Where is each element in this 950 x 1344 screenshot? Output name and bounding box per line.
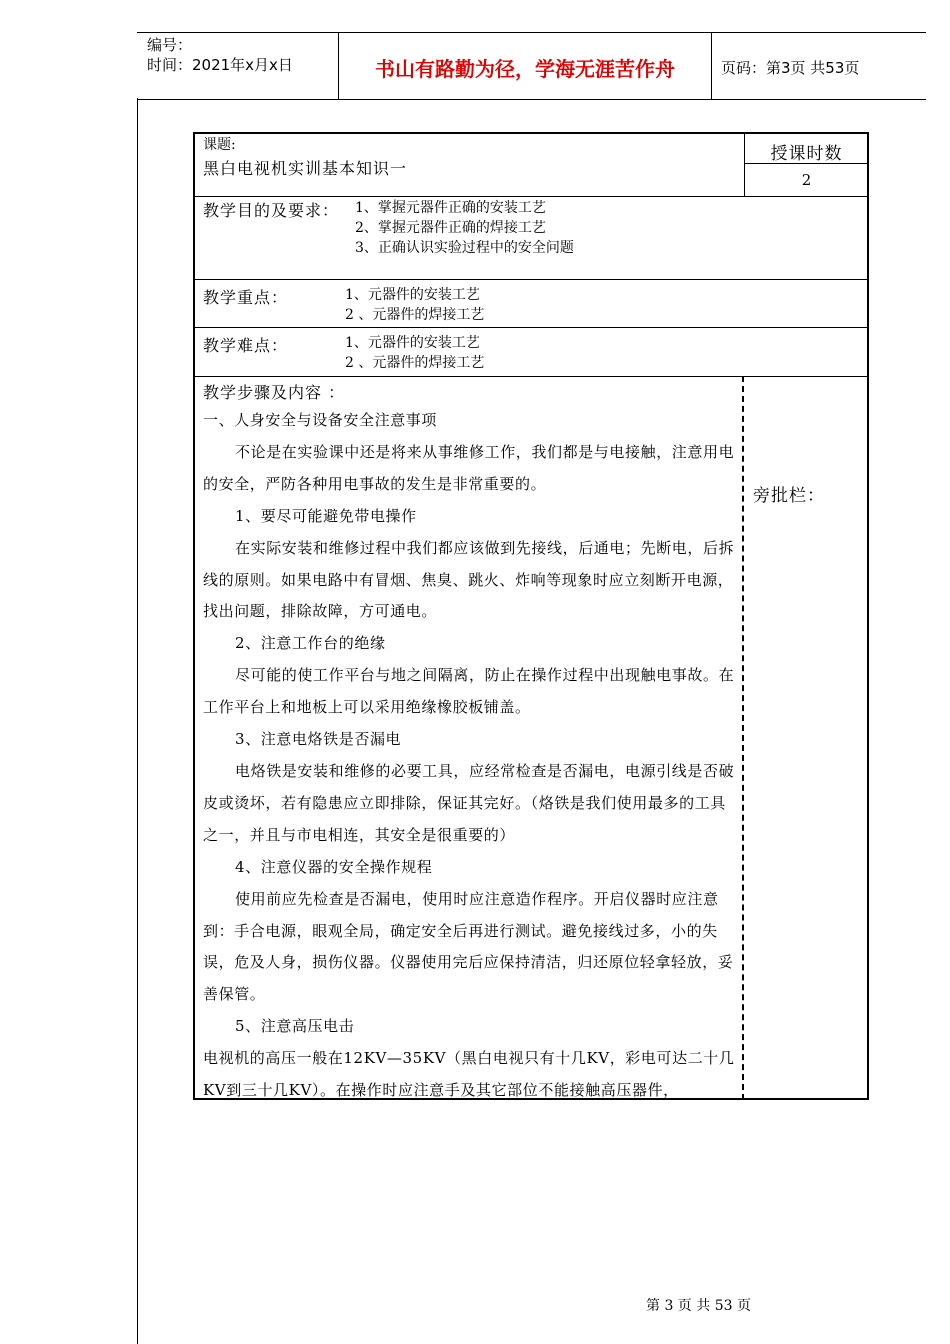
difficult-point-item: 2 、元器件的焊接工艺 xyxy=(345,355,485,371)
subheading: 3、注意电烙铁是否漏电 xyxy=(235,730,402,749)
row-divider xyxy=(195,196,867,197)
side-note-label: 旁批栏： xyxy=(753,486,825,506)
paragraph: 电视机的高压一般在12KV—35KV（黑白电视只有十几KV，彩电可达二十几KV到三十几KV）。在操作时应注意手及其它部位不能接触高压器件， xyxy=(203,1049,735,1100)
objectives-label: 教学目的及要求： xyxy=(203,201,340,220)
paragraph: 在实际安装和维修过程中我们都应该做到先接线，后通电；先断电，后拆线的原则。如果电路中有冒烟、焦臭、跳火、炸响等现象时应立刻断开电源，找出问题，排除故障，方可通电。 xyxy=(203,538,735,621)
time-label: 时间：2021年x月x日 xyxy=(147,56,293,74)
objective-item: 2、掌握元器件正确的焊接工艺 xyxy=(355,220,546,236)
objective-item: 3、正确认识实验过程中的安全问题 xyxy=(355,240,574,256)
left-margin-line xyxy=(137,98,138,1344)
page-footer: 第 3 页 共 53 页 xyxy=(646,1298,751,1314)
paragraph: 尽可能的使工作平台与地之间隔离，防止在操作过程中出现触电事故。在工作平台上和地板上可以采用绝缘橡胶板铺盖。 xyxy=(203,666,735,717)
side-note-divider xyxy=(742,376,744,1100)
difficult-point-item: 1、元器件的安装工艺 xyxy=(345,335,480,351)
paragraph: 使用前应先检查是否漏电，使用时应注意造作程序。开启仪器时应注意到：手合电源，眼观全局，确定安全后再进行测试。避免接线过多，小的失误，危及人身，损伤仪器。仪器使用完后应保持清洁，归还原位轻拿轻放，妥善保管。 xyxy=(203,889,734,1004)
row-divider xyxy=(195,279,867,280)
topic-label: 课题: xyxy=(203,137,236,153)
steps-label: 教学步骤及内容 ： xyxy=(203,383,346,402)
objective-item: 1、掌握元器件正确的安装工艺 xyxy=(355,200,546,216)
difficult-points-label: 教学难点： xyxy=(203,336,289,355)
key-point-item: 1、元器件的安装工艺 xyxy=(345,287,480,303)
page-header xyxy=(137,32,926,100)
header-page-info: 页码：第3页 共53页 xyxy=(721,59,860,77)
hours-value: 2 xyxy=(801,171,812,189)
key-points-label: 教学重点： xyxy=(203,288,289,307)
header-motto: 书山有路勤为径，学海无涯苦作舟 xyxy=(375,57,675,81)
subheading: 5、注意高压电击 xyxy=(235,1017,355,1036)
subheading: 4、注意仪器的安全操作规程 xyxy=(235,857,433,876)
lesson-content xyxy=(203,405,737,1107)
subheading: 2、注意工作台的绝缘 xyxy=(235,634,386,653)
row-divider xyxy=(195,327,867,328)
hours-label: 授课时数 xyxy=(770,144,843,164)
key-point-item: 2 、元器件的焊接工艺 xyxy=(345,307,485,323)
lesson-table xyxy=(193,132,869,1100)
paragraph: 不论是在实验课中还是将来从事维修工作，我们都是与电接触，注意用电的安全，严防各种用电事故的发生是非常重要的。 xyxy=(203,442,735,493)
subheading: 1、要尽可能避免带电操作 xyxy=(235,506,417,525)
number-label: 编号： xyxy=(147,36,193,54)
section-heading: 一、人身安全与设备安全注意事项 xyxy=(203,411,438,429)
topic-title: 黑白电视机实训基本知识一 xyxy=(203,159,408,178)
header-meta xyxy=(147,35,293,75)
header-divider xyxy=(711,33,712,99)
paragraph: 电烙铁是安装和维修的必要工具，应经常检查是否漏电，电源引线是否破皮或烫坏，若有隐患应立即排除，保证其完好。（烙铁是我们使用最多的工具之一，并且与市电相连，其安全是很重要的） xyxy=(203,761,735,844)
row-divider xyxy=(195,376,867,377)
